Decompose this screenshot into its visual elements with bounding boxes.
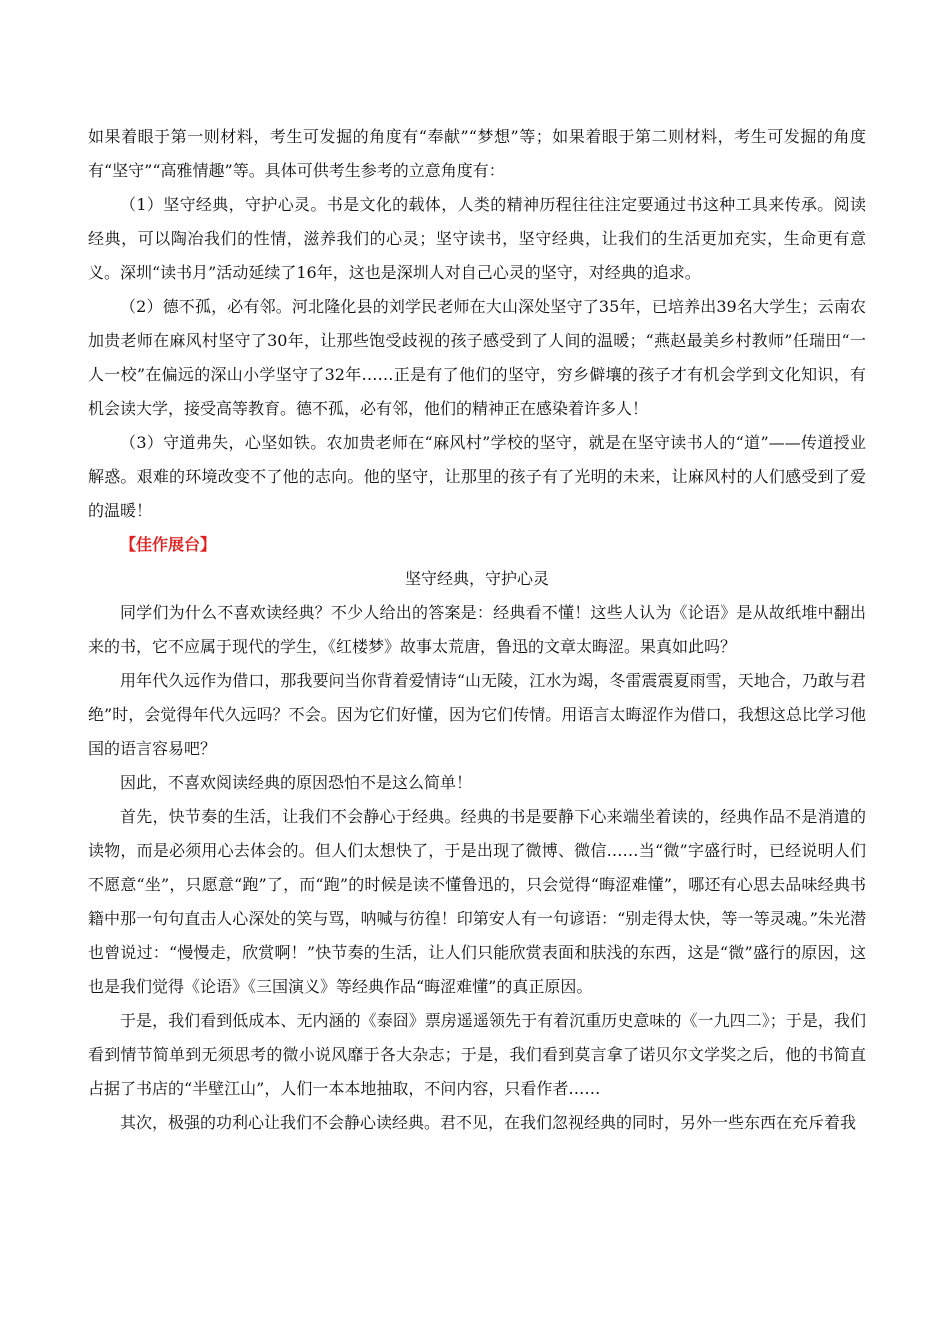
essay-paragraph-4: 首先，快节奏的生活，让我们不会静心于经典。经典的书是要静下心来端坐着读的，经典作品不是消遣的读物，而是必须用心去体会的。但人们太想快了，于是出现了微博、微信……当“微”字盛行时，已经说明人们不愿意“坐”，只愿意“跑”了，而“跑”的时候是读不懂鲁迅的，只会觉得“晦涩难懂”，哪还有心思去品味经典书籍中那一句句直击人心深处的笑与骂，呐喊与彷徨！印第安人有一句谚语：“别走得太快，等一等灵魂。”朱光潜也曾说过：“慢慢走，欣赏啊！”快节奏的生活，让人们只能欣赏表面和肤浅的东西，这是“微”盛行的原因，这也是我们觉得《论语》《三国演义》等经典作品“晦涩难懂”的真正原因。: [88, 807, 866, 996]
intro-lead: 如果着眼于第一则材料，考生可发掘的角度有“奉献”“梦想”等；如果着眼于第二则材料，考生可发掘的角度有“坚守”“高雅情趣”等。具体可供考生参考的立意角度有：: [88, 127, 866, 180]
essay-paragraph-1: 同学们为什么不喜欢读经典？不少人给出的答案是：经典看不懂！这些人认为《论语》是从故纸堆中翻出来的书，它不应属于现代的学生，《红楼梦》故事太荒唐，鲁迅的文章太晦涩。果真如此吗？: [88, 603, 866, 656]
intro-point-1: （1）坚守经典，守护心灵。书是文化的载体，人类的精神历程往往注定要通过书这种工具来传承。阅读经典，可以陶冶我们的性情，滋养我们的心灵；坚守读书，坚守经典，让我们的生活更加充实，生命更有意义。深圳“读书月”活动延续了16年，这也是深圳人对自己心灵的坚守，对经典的追求。: [88, 195, 866, 282]
essay-paragraph-2: 用年代久远作为借口，那我要问当你背着爱情诗“山无陵，江水为竭，冬雷震震夏雨雪，天地合，乃敢与君绝”时，会觉得年代久远吗？不会。因为它们好懂，因为它们传情。用语言太晦涩作为借口，我想这总比学习他国的语言容易吧？: [88, 671, 866, 758]
essay-paragraph-5: 于是，我们看到低成本、无内涵的《泰囧》票房遥遥领先于有着沉重历史意味的《一九四二》；于是，我们看到情节简单到无须思考的微小说风靡于各大杂志；于是，我们看到莫言拿了诺贝尔文学奖之后，他的书简直占据了书店的“半壁江山”，人们一本本地抽取，不问内容，只看作者……: [88, 1011, 866, 1098]
intro-point-3: （3）守道弗失，心坚如铁。农加贵老师在“麻风村”学校的坚守，就是在坚守读书人的“道”——传道授业解惑。艰难的环境改变不了他的志向。他的坚守，让那里的孩子有了光明的未来，让麻风村的人们感受到了爱的温暖！: [88, 433, 866, 520]
essay-paragraph-6: 其次，极强的功利心让我们不会静心读经典。君不见，在我们忽视经典的同时，另外一些东西在充斥着我: [120, 1113, 857, 1132]
essay-title: 坚守经典，守护心灵: [404, 569, 549, 588]
intro-point-2: （2）德不孤，必有邻。河北隆化县的刘学民老师在大山深处坚守了35年，已培养出39名大学生；云南农加贵老师在麻风村坚守了30年，让那些饱受歧视的孩子感受到了人间的温暖；“燕赵最美乡村教师”任瑞田“一人一校”在偏远的深山小学坚守了32年……正是有了他们的坚守，穷乡僻壤的孩子才有机会学到文化知识，有机会读大学，接受高等教育。德不孤，必有邻，他们的精神正在感染着许多人！: [88, 297, 866, 418]
essay-paragraph-3: 因此，不喜欢阅读经典的原因恐怕不是这么简单！: [120, 773, 473, 792]
document-page: [88, 120, 866, 1140]
showcase-heading: 【佳作展台】: [120, 535, 217, 554]
